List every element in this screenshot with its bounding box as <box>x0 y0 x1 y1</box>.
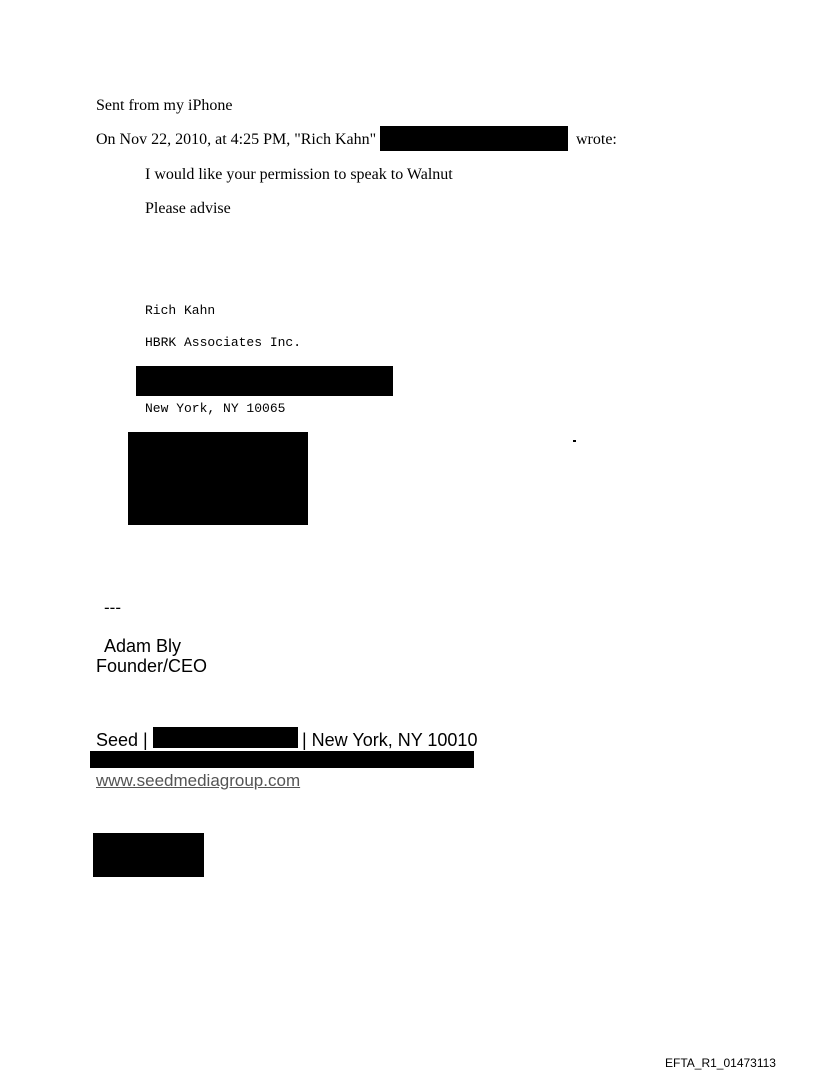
redaction-logo <box>93 833 204 877</box>
signature-name: Adam Bly <box>104 636 182 656</box>
signature-address-prefix: Seed | <box>96 730 148 750</box>
signature-address-suffix: | New York, NY 10010 <box>302 730 478 750</box>
email-header-suffix: wrote: <box>576 131 617 148</box>
stray-mark <box>573 440 576 442</box>
signature-separator: --- <box>104 598 121 617</box>
document-id: EFTA_R1_01473113 <box>665 1056 776 1070</box>
quoted-signature-city: New York, NY 10065 <box>145 401 286 416</box>
redaction-email-address <box>380 126 568 151</box>
sent-from-line: Sent from my iPhone <box>96 97 233 114</box>
redaction-contact-block <box>128 432 308 525</box>
quoted-signature-name: Rich Kahn <box>145 303 216 318</box>
website-link[interactable]: www.seedmediagroup.com <box>96 771 301 790</box>
redaction-phone-line <box>90 751 474 768</box>
quoted-body-line1: I would like your permission to speak to Walnut <box>145 166 453 183</box>
quoted-signature-company: HBRK Associates Inc. <box>145 335 302 350</box>
redaction-seed-street <box>153 727 298 748</box>
signature-title: Founder/CEO <box>96 656 208 676</box>
email-header-prefix: On Nov 22, 2010, at 4:25 PM, "Rich Kahn" <box>96 131 377 148</box>
quoted-body-line2: Please advise <box>145 200 231 217</box>
redaction-street-address <box>136 366 393 396</box>
